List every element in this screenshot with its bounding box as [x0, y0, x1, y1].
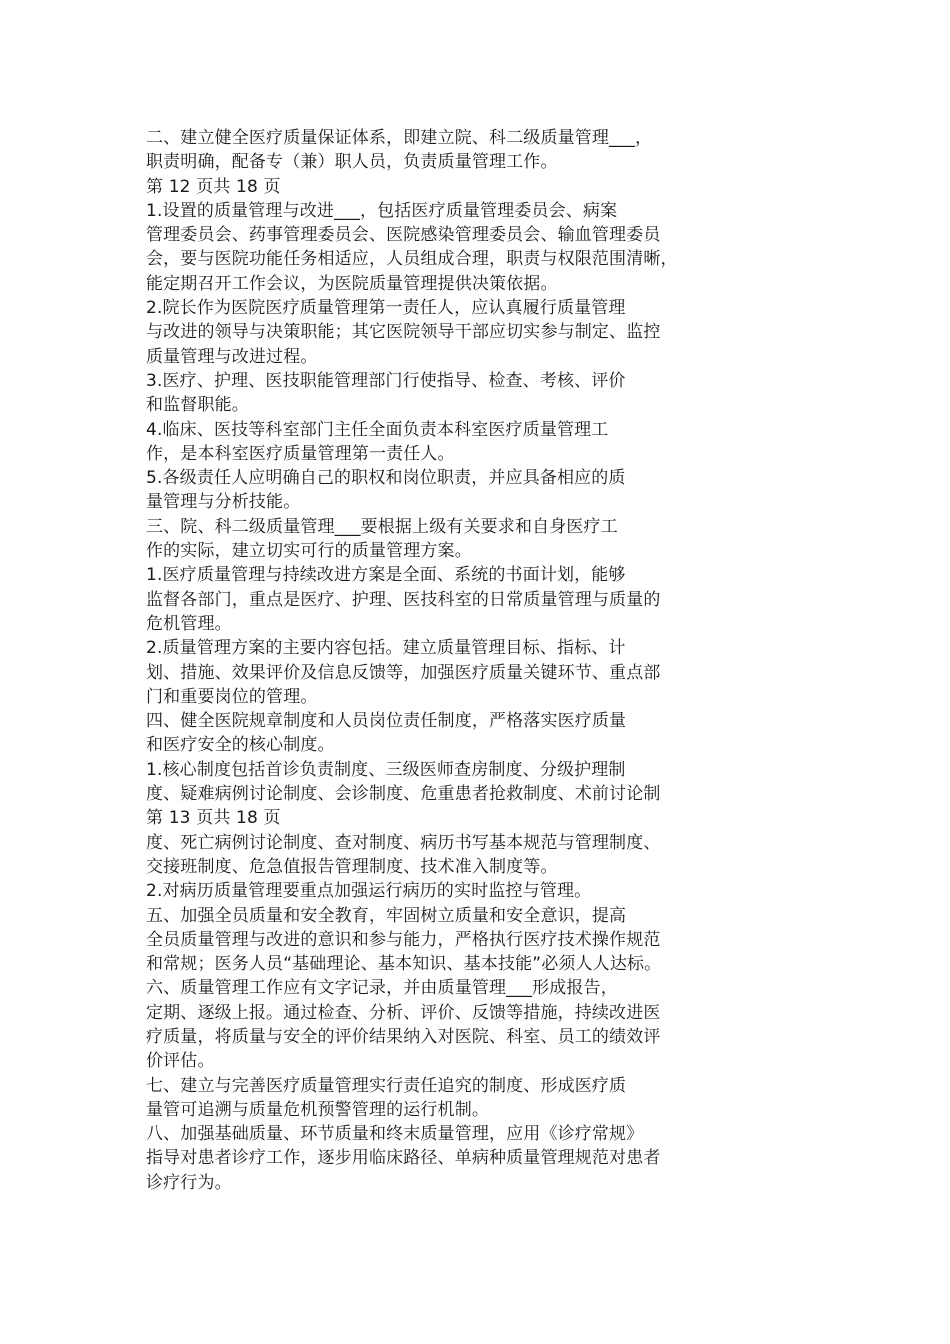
text-line: 质量管理与改进过程。 — [146, 346, 318, 367]
text-line: 划、措施、效果评价及信息反馈等，加强医疗质量关键环节、重点部 — [146, 662, 661, 683]
text-line: 疗质量，将质量与安全的评价结果纳入对医院、科室、员工的绩效评 — [146, 1026, 661, 1047]
text-line: 作的实际，建立切实可行的质量管理方案。 — [146, 541, 472, 562]
text-line: 危机管理。 — [146, 613, 232, 634]
text-line: 诊疗行为。 — [146, 1172, 232, 1193]
text-line: 五、加强全员质量和安全教育，牢固树立质量和安全意识，提高 — [146, 905, 627, 926]
text-line: 与改进的领导与决策职能；其它医院领导干部应切实参与制定、监控 — [146, 322, 661, 343]
text-line: 会，要与医院功能任务相适应，人员组成合理，职责与权限范围清晰， — [146, 249, 678, 270]
text-line: 3.医疗、护理、医技职能管理部门行使指导、检查、考核、评价 — [146, 370, 626, 391]
text-line: 量管理与分析技能。 — [146, 492, 301, 513]
text-line: 度、疑难病例讨论制度、会诊制度、危重患者抢救制度、术前讨论制 — [146, 784, 661, 805]
text-line: 定期、逐级上报。通过检查、分析、评价、反馈等措施，持续改进医 — [146, 1002, 661, 1023]
text-line: 门和重要岗位的管理。 — [146, 686, 318, 707]
text-line: 量管可追溯与质量危机预警管理的运行机制。 — [146, 1099, 489, 1120]
text-line: 全员质量管理与改进的意识和参与能力，严格执行医疗技术操作规范 — [146, 929, 661, 950]
text-line: 六、质量管理工作应有文字记录，并由质量管理___形成报告， — [146, 978, 618, 999]
text-line: 2.质量管理方案的主要内容包括。建立质量管理目标、指标、计 — [146, 638, 626, 659]
text-line: 作，是本科室医疗质量管理第一责任人。 — [146, 443, 455, 464]
text-line: 监督各部门，重点是医疗、护理、医技科室的日常质量管理与质量的 — [146, 589, 661, 610]
text-line: 管理委员会、药事管理委员会、医院感染管理委员会、输血管理委员 — [146, 225, 661, 246]
text-line: 1.医疗质量管理与持续改进方案是全面、系统的书面计划，能够 — [146, 565, 626, 586]
page-number: 第 12 页共 18 页 — [146, 176, 281, 197]
text-line: 和常规；医务人员“基础理论、基本知识、基本技能”必须人人达标。 — [146, 954, 662, 975]
text-line: 职责明确，配备专（兼）职人员，负责质量管理工作。 — [146, 152, 558, 173]
text-line: 2.院长作为医院医疗质量管理第一责任人，应认真履行质量管理 — [146, 298, 626, 319]
page-number: 第 13 页共 18 页 — [146, 808, 281, 829]
text-line: 八、加强基础质量、环节质量和终末质量管理，应用《诊疗常规》 — [146, 1124, 644, 1145]
text-line: 1.设置的质量管理与改进___，包括医疗质量管理委员会、病案 — [146, 200, 618, 221]
text-line: 2.对病历质量管理要重点加强运行病历的实时监控与管理。 — [146, 881, 592, 902]
text-line: 度、死亡病例讨论制度、查对制度、病历书写基本规范与管理制度、 — [146, 832, 661, 853]
text-line: 能定期召开工作会议，为医院质量管理提供决策依据。 — [146, 273, 558, 294]
text-line: 二、建立健全医疗质量保证体系，即建立院、科二级质量管理___， — [146, 128, 653, 148]
text-line: 七、建立与完善医疗质量管理实行责任追究的制度、形成医疗质 — [146, 1075, 627, 1096]
text-line: 四、健全医院规章制度和人员岗位责任制度，严格落实医疗质量 — [146, 711, 627, 732]
text-line: 5.各级责任人应明确自己的职权和岗位职责，并应具备相应的质 — [146, 468, 626, 489]
text-line: 1.核心制度包括首诊负责制度、三级医师查房制度、分级护理制 — [146, 759, 626, 780]
text-line: 和监督职能。 — [146, 395, 249, 416]
text-line: 三、院、科二级质量管理___要根据上级有关要求和自身医疗工 — [146, 516, 618, 537]
text-line: 交接班制度、危急值报告管理制度、技术准入制度等。 — [146, 856, 558, 877]
text-line: 4.临床、医技等科室部门主任全面负责本科室医疗质量管理工 — [146, 419, 609, 440]
document-page — [146, 126, 786, 1195]
text-line: 指导对患者诊疗工作，逐步用临床路径、单病种质量管理规范对患者 — [146, 1148, 661, 1169]
text-line: 和医疗安全的核心制度。 — [146, 735, 335, 756]
text-line: 价评估。 — [146, 1051, 215, 1072]
